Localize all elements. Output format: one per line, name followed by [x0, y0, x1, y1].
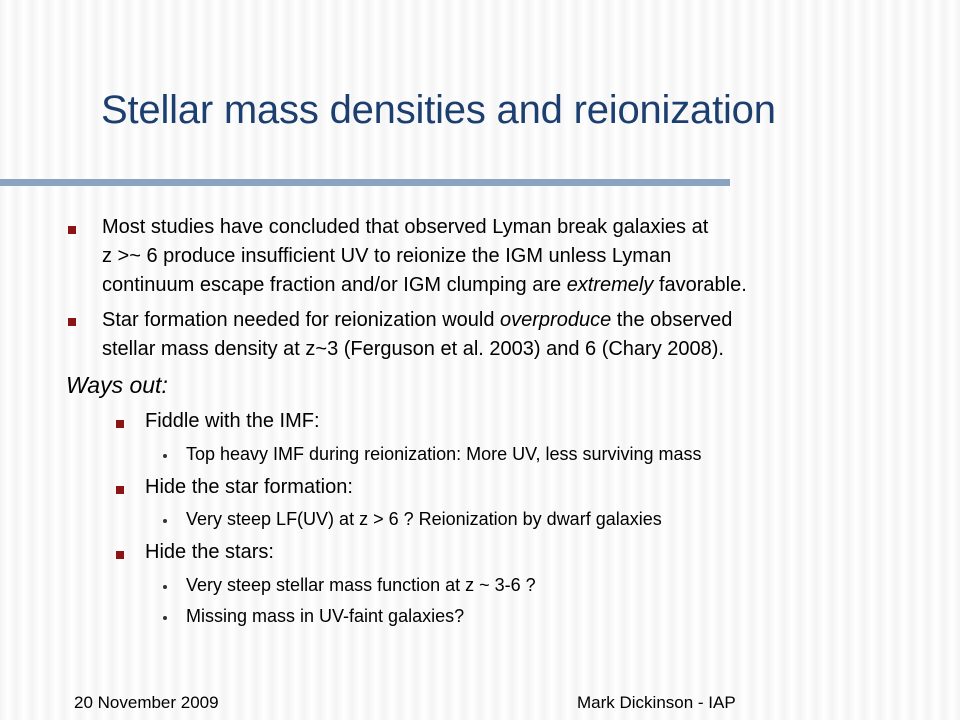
bullet-dot-icon — [163, 585, 167, 589]
bullet-1-line-2: z >~ 6 produce insufficient UV to reionize the IGM unless Lyman — [102, 245, 672, 267]
option-square-icon — [116, 551, 124, 559]
option-1-detail-1: Top heavy IMF during reionization: More UV, less surviving mass — [186, 444, 702, 464]
bullet-2-emphasis: overproduce — [500, 309, 612, 331]
option-3-label: Hide the stars: — [145, 541, 274, 563]
option-1-label: Fiddle with the IMF: — [145, 410, 320, 432]
option-square-icon — [116, 486, 124, 494]
bullet-2-line-1 — [102, 306, 732, 334]
bullet-1-line-3 — [102, 271, 747, 299]
slide-title: Stellar mass densities and reionization — [101, 88, 776, 132]
bullet-dot-icon — [163, 519, 167, 523]
option-square-icon — [116, 420, 124, 428]
bullet-1-line-3-pre: continuum escape fraction and/or IGM clumping are — [102, 274, 567, 296]
ways-out-label: Ways out: — [66, 372, 168, 398]
option-3-detail-1: Very steep stellar mass function at z ~ 3-6 ? — [186, 575, 536, 595]
footer-author: Mark Dickinson - IAP — [577, 693, 736, 712]
footer-date: 20 November 2009 — [74, 693, 219, 712]
title-divider — [0, 179, 730, 186]
option-3-detail-2: Missing mass in UV-faint galaxies? — [186, 606, 465, 626]
bullet-1-line-3-post: favorable. — [653, 274, 747, 296]
bullet-2-line-1-post: the observed — [611, 309, 733, 331]
bullet-2-line-2: stellar mass density at z~3 (Ferguson et al. 2003) and 6 (Chary 2008). — [102, 338, 724, 360]
option-2-label: Hide the star formation: — [145, 476, 353, 498]
bullet-square-icon — [68, 318, 76, 326]
bullet-square-icon — [68, 226, 76, 234]
bullet-dot-icon — [163, 616, 167, 620]
bullet-2-line-1-pre: Star formation needed for reionization would — [102, 309, 501, 331]
bullet-1-emphasis: extremely — [566, 274, 654, 296]
option-2-detail-1: Very steep LF(UV) at z > 6 ? Reionization by dwarf galaxies — [186, 509, 662, 529]
bullet-dot-icon — [163, 454, 167, 458]
bullet-1-line-1: Most studies have concluded that observed Lyman break galaxies at — [102, 216, 709, 238]
